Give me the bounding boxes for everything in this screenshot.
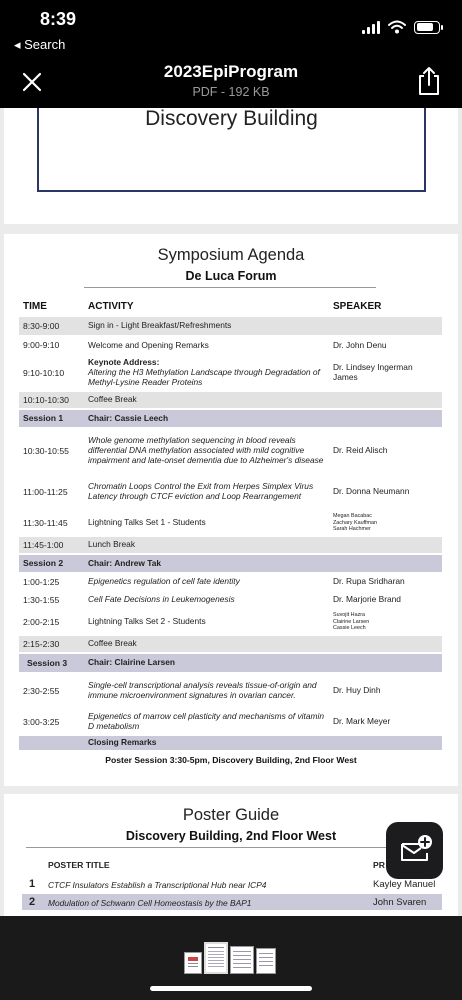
column-header-speaker: SPEAKER	[333, 300, 382, 312]
speaker-name: Zachary Kauffman	[333, 519, 377, 526]
speaker-cell	[329, 636, 442, 652]
speaker-cell: Dr. Marjorie Brand	[333, 594, 401, 605]
activity-cell: Lightning Talks Set 2 - Students	[88, 616, 206, 627]
column-header-time: TIME	[23, 300, 47, 312]
page-thumbnail[interactable]	[230, 946, 254, 974]
speaker-cell: Dr. Reid Alisch	[333, 445, 388, 456]
time-cell: 10:30-10:55	[23, 445, 69, 456]
activity-cell: Chromatin Loops Control the Exit from Herpes Simplex Virus Latency through CTCF eviction and Loop Rearrangement	[88, 481, 314, 501]
session-row	[19, 555, 442, 572]
session-label: Session 2	[19, 555, 84, 572]
session-chair: Chair: Andrew Tak	[84, 555, 329, 572]
pdf-page-1	[4, 108, 458, 224]
table-row	[19, 429, 442, 473]
location-box	[37, 108, 426, 192]
time-cell: 10:10-10:30	[19, 392, 84, 408]
markup-button[interactable]	[386, 822, 443, 879]
page-thumbnail[interactable]	[184, 952, 202, 974]
poster-guide-location: Discovery Building, 2nd Floor West	[125, 829, 337, 843]
activity-cell: Cell Fate Decisions in Leukemogenesis	[88, 594, 235, 605]
time-cell: 11:30-11:45	[23, 517, 68, 528]
pdf-page-agenda	[4, 234, 458, 786]
thumbnail-preview	[185, 953, 201, 973]
speaker-cell: Dr. Huy Dinh	[333, 685, 381, 696]
speaker-name: Clairine Larsen	[333, 618, 370, 625]
thumbnail-preview	[206, 944, 226, 972]
document-file-info: PDF - 192 KB	[192, 85, 270, 99]
column-header-activity: ACTIVITY	[88, 300, 134, 312]
poster-row	[22, 876, 442, 892]
status-icons	[362, 20, 440, 34]
battery-icon	[414, 21, 440, 34]
activity-cell: Epigenetics of marrow cell plasticity and mechanisms of vitamin D metabolism	[88, 711, 324, 731]
thumbnail-preview	[257, 949, 275, 973]
time-cell: 8:30-9:00	[19, 317, 84, 335]
location-name: Discovery Building	[145, 108, 318, 130]
poster-guide-title: Poster Guide	[182, 806, 280, 824]
session-row	[19, 654, 442, 672]
time-cell	[19, 736, 84, 750]
table-row	[19, 537, 442, 553]
status-time: 8:39	[40, 9, 77, 29]
poster-number: 2	[29, 896, 36, 908]
speaker-name: Suvojit Hazra	[333, 611, 366, 618]
keynote-label: Keynote Address:	[88, 357, 160, 368]
session-chair: Chair: Clairine Larsen	[84, 654, 329, 672]
divider	[84, 287, 376, 288]
activity-cell: Lightning Talks Set 1 - Students	[88, 517, 206, 528]
speaker-cell: Dr. Mark Meyer	[333, 716, 391, 727]
table-row	[19, 674, 442, 708]
time-cell: 3:00-3:25	[23, 716, 60, 727]
back-to-search-link[interactable]: ◂ Search	[14, 37, 66, 52]
activity-cell: Coffee Break	[84, 392, 329, 408]
speaker-cell: Dr. Rupa Sridharan	[333, 576, 405, 587]
speaker-cell	[329, 654, 442, 672]
speaker-name: Megan Bacabac	[333, 512, 372, 519]
time-cell: 2:15-2:30	[19, 636, 84, 652]
speaker-cell	[329, 317, 442, 335]
agenda-title: Symposium Agenda	[157, 246, 305, 264]
column-header-presenter: PR	[373, 860, 385, 870]
poster-presenter: John Svaren	[373, 897, 427, 908]
speaker-cell	[329, 555, 442, 572]
time-cell: 9:10-10:10	[23, 367, 65, 378]
table-row	[19, 710, 442, 734]
share-icon[interactable]	[416, 66, 442, 96]
table-row	[19, 511, 442, 535]
speaker-cell: Dr. Lindsey Ingerman James	[333, 362, 413, 382]
home-indicator[interactable]	[150, 986, 312, 991]
page-thumbnail-current[interactable]	[204, 942, 228, 974]
time-cell: 11:00-11:25	[23, 486, 68, 497]
talk-title: Altering the H3 Methylation Landscape through Degradation of Methyl-Lysine Reader Proteins	[88, 367, 320, 387]
poster-presenter: Kayley Manuel	[373, 879, 436, 890]
table-row	[19, 392, 442, 408]
poster-session-note: Poster Session 3:30-5pm, Discovery Building, 2nd Floor West	[105, 755, 357, 765]
table-row	[19, 636, 442, 652]
activity-cell: Epigenetics regulation of cell fate identity	[88, 576, 240, 587]
activity-cell: Whole genome methylation sequencing in blood reveals differential DNA methylation associated with mild cognitive impairment and late-onset dementia due to Alzheimer's disease	[88, 435, 324, 465]
speaker-cell	[329, 410, 442, 427]
activity-cell: Welcome and Opening Remarks	[88, 339, 209, 350]
agenda-table	[19, 295, 442, 752]
table-row	[19, 317, 442, 335]
poster-number: 1	[29, 878, 36, 890]
document-title: 2023EpiProgram	[163, 62, 299, 81]
activity-cell: Sign in - Light Breakfast/Refreshments	[84, 317, 329, 335]
table-row	[19, 574, 442, 590]
table-row	[19, 337, 442, 354]
wifi-icon	[388, 20, 406, 34]
envelope-add-icon	[386, 822, 443, 879]
speaker-cell: Dr. John Denu	[333, 339, 387, 350]
speaker-cell	[329, 610, 442, 634]
closing-row	[19, 736, 442, 750]
speaker-cell: Dr. Donna Neumann	[333, 486, 410, 497]
page-thumbnail[interactable]	[256, 948, 276, 974]
speaker-name: Cassie Leech	[333, 625, 366, 632]
speaker-cell	[329, 736, 442, 750]
table-row	[19, 356, 442, 390]
activity-cell: Lunch Break	[84, 537, 329, 553]
activity-cell	[84, 356, 329, 390]
time-cell: 2:00-2:15	[23, 616, 60, 627]
poster-row	[22, 894, 442, 910]
column-header-poster-title: POSTER TITLE	[48, 860, 110, 870]
table-row	[19, 592, 442, 608]
agenda-header-row	[19, 297, 442, 315]
agenda-venue: De Luca Forum	[185, 269, 277, 283]
activity-cell: Single-cell transcriptional analysis reveals tissue-of-origin and immune microenvironment signatures in ovarian cancer.	[88, 680, 317, 700]
status-bar	[0, 0, 462, 58]
speaker-cell	[329, 511, 442, 535]
divider	[26, 847, 436, 848]
speaker-cell	[329, 392, 442, 408]
page-thumbnails	[184, 942, 276, 974]
session-row	[19, 410, 442, 427]
speaker-name: Sarah Hachmer	[333, 526, 371, 533]
table-row	[19, 475, 442, 509]
time-cell: 2:30-2:55	[23, 685, 60, 696]
page-thumbnail-bar	[0, 916, 462, 1000]
session-label: Session 1	[19, 410, 84, 427]
session-label: Session 3	[19, 654, 84, 672]
activity-cell: Closing Remarks	[84, 736, 329, 750]
session-chair: Chair: Cassie Leech	[84, 410, 329, 427]
speaker-cell	[329, 537, 442, 553]
time-cell: 1:00-1:25	[23, 576, 60, 587]
poster-title: CTCF Insulators Establish a Transcriptional Hub near ICP4	[48, 880, 267, 890]
viewer-header	[0, 58, 462, 108]
time-cell: 11:45-1:00	[19, 537, 84, 553]
time-cell: 1:30-1:55	[23, 594, 60, 605]
table-row	[19, 610, 442, 634]
pdf-viewport[interactable]	[0, 108, 462, 916]
activity-cell: Coffee Break	[84, 636, 329, 652]
thumbnail-preview	[231, 947, 253, 973]
poster-title: Modulation of Schwann Cell Homeostasis by the BAP1	[48, 898, 252, 908]
time-cell: 9:00-9:10	[23, 340, 60, 351]
cellular-signal-icon	[362, 20, 380, 34]
